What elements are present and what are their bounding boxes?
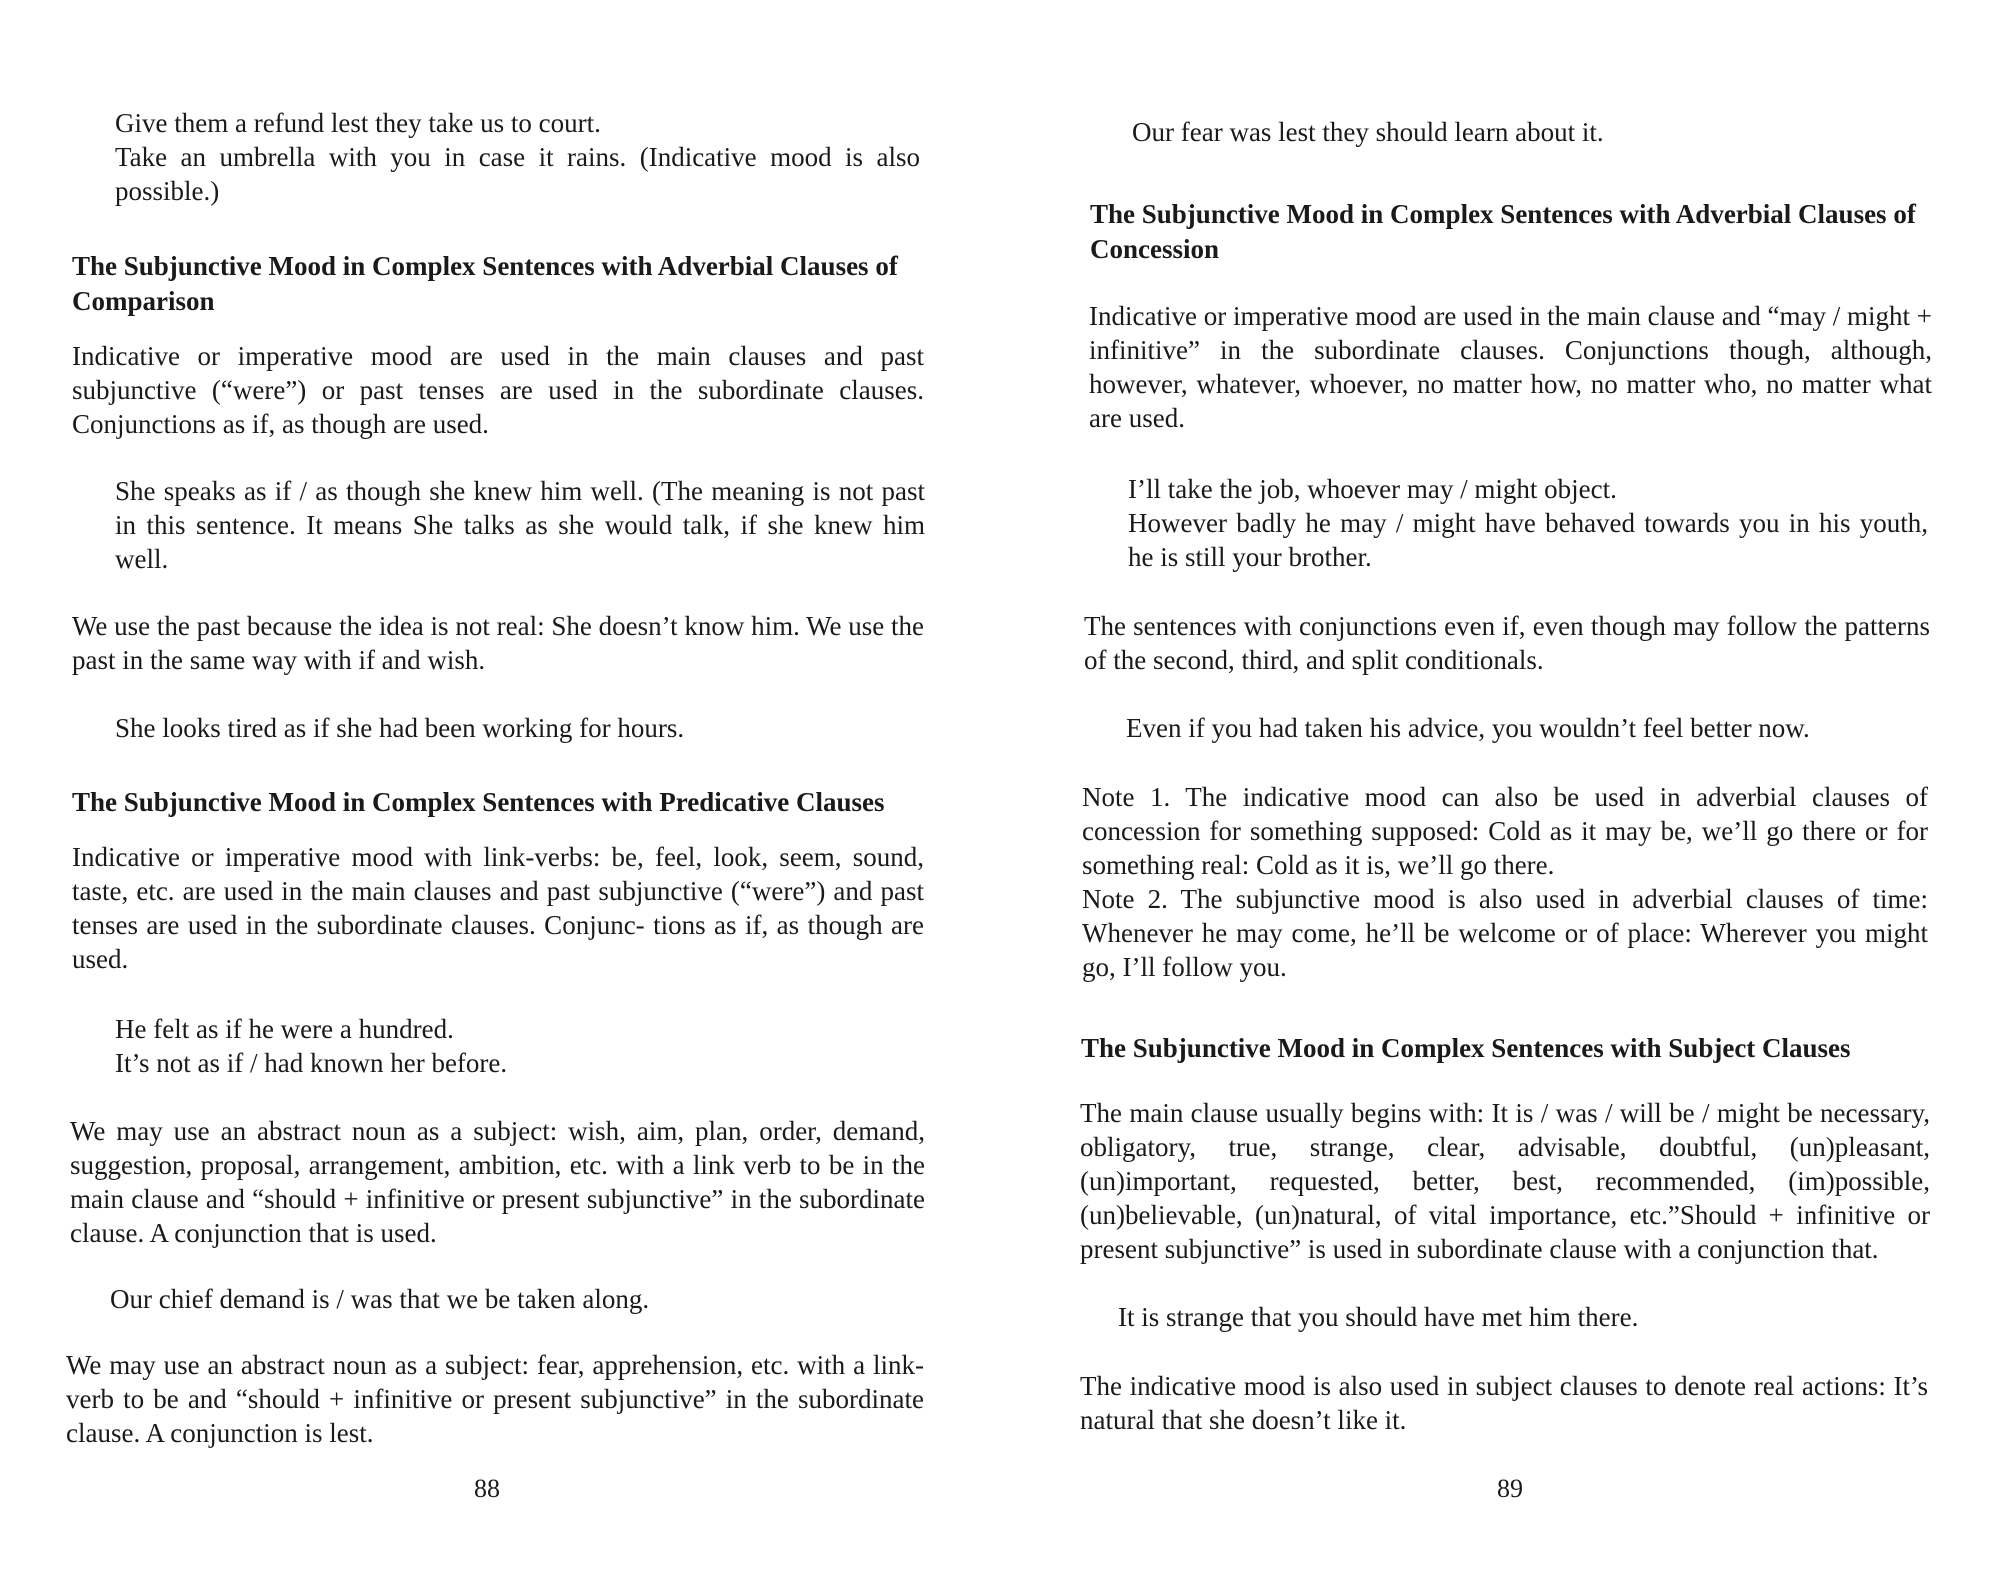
paragraph-comparison-rule: Indicative or imperative mood are used in the main clauses and past subjunctive (“were”) or past tenses are used in the subordinate clauses. Conjunctions as if, as though are used. bbox=[72, 341, 924, 439]
examples-concession bbox=[1128, 472, 1928, 574]
right-page bbox=[1000, 0, 2000, 1573]
section-heading-predicative: The Subjunctive Mood in Complex Sentences with Predicative Clauses bbox=[72, 787, 885, 817]
example-strange: It is strange that you should have met him there. bbox=[1118, 1302, 1639, 1332]
paragraph-concession-rule: Indicative or imperative mood are used in the main clause and “may / might + infinitive” in the subordinate clauses. Conjunctions though, although, however, whatever, whoever, no matter how, no matter who, no matter what are used. bbox=[1089, 301, 1932, 433]
example-line: Give them a refund lest they take us to court. bbox=[115, 108, 601, 138]
examples-predicative bbox=[115, 1012, 925, 1080]
page-number: 88 bbox=[474, 1474, 500, 1503]
example-looks-tired: She looks tired as if she had been working for hours. bbox=[115, 713, 685, 743]
page-number: 89 bbox=[1497, 1474, 1523, 1503]
paragraph-indicative-real: The indicative mood is also used in subject clauses to denote real actions: It’s natural that she doesn’t like it. bbox=[1080, 1371, 1928, 1435]
top-examples bbox=[115, 106, 920, 208]
example-comparison: She speaks as if / as though she knew him well. (The meaning is not past in this sentence. It means She talks as she would talk, if she knew him well. bbox=[115, 476, 925, 574]
section-heading-subject: The Subjunctive Mood in Complex Sentences with Subject Clauses bbox=[1081, 1033, 1851, 1063]
paragraph-abstract-noun-that: We may use an abstract noun as a subject: wish, aim, plan, order, demand, suggestion, proposal, arrangement, ambition, etc. with a link verb to be in the main clause and “should + infinitive or present subjunctive” in the subordinate clause. A conjunction that is used. bbox=[70, 1116, 925, 1248]
note-1: Note 1. The indicative mood can also be used in adverbial clauses of concession for something supposed: Cold as it may be, we’ll go there or for something real: Cold as it is, we’ll go there. bbox=[1082, 782, 1928, 880]
paragraph-subject-rule: The main clause usually begins with: It is / was / will be / might be necessary, obligatory, true, strange, clear, advisable, doubtful, (un)pleasant, (un)important, requested, better, best, recommended, (im)possible, (un)believable, (un)natural, of vital importance, etc.”Should + infinitive or present subjunctive” is used in subordinate clause with a conjunction that. bbox=[1080, 1098, 1930, 1264]
note-2: Note 2. The subjunctive mood is also used in adverbial clauses of time: Whenever he may come, he’ll be welcome or of place: Wherever you might go, I’ll follow you. bbox=[1082, 884, 1928, 982]
example-line: Take an umbrella with you in case it rains. (Indicative mood is also possible.) bbox=[115, 142, 920, 206]
example-chief-demand: Our chief demand is / was that we be taken along. bbox=[110, 1284, 650, 1314]
example-even-if: Even if you had taken his advice, you wouldn’t feel better now. bbox=[1126, 713, 1810, 743]
example-line: He felt as if he were a hundred. bbox=[115, 1014, 454, 1044]
section-heading-concession: The Subjunctive Mood in Complex Sentences with Adverbial Clauses of Concession bbox=[1090, 199, 1916, 264]
example-line: However badly he may / might have behaved towards you in his youth, he is still your brother. bbox=[1128, 508, 1928, 572]
section-heading-comparison: The Subjunctive Mood in Complex Sentences with Adverbial Clauses of Comparison bbox=[72, 251, 898, 316]
paragraph-abstract-noun-lest: We may use an abstract noun as a subject: fear, apprehension, etc. with a link-verb to be and “should + infinitive or present subjunctive” in the subordinate clause. A conjunction is lest. bbox=[66, 1350, 924, 1448]
example-line: It’s not as if / had known her before. bbox=[115, 1048, 508, 1078]
example-our-fear: Our fear was lest they should learn about it. bbox=[1132, 117, 1604, 147]
paragraph-even-if: The sentences with conjunctions even if, even though may follow the patterns of the second, third, and split conditionals. bbox=[1084, 611, 1930, 675]
example-line: I’ll take the job, whoever may / might object. bbox=[1128, 474, 1617, 504]
paragraph-predicative-rule: Indicative or imperative mood with link-verbs: be, feel, look, seem, sound, taste, etc. are used in the main clauses and past subjunctive (“were”) and past tenses are used in the subordinate clauses. Conjunc- tions as if, as though are used. bbox=[72, 842, 924, 974]
paragraph-past-unreal: We use the past because the idea is not real: She doesn’t know him. We use the past in the same way with if and wish. bbox=[72, 611, 924, 675]
